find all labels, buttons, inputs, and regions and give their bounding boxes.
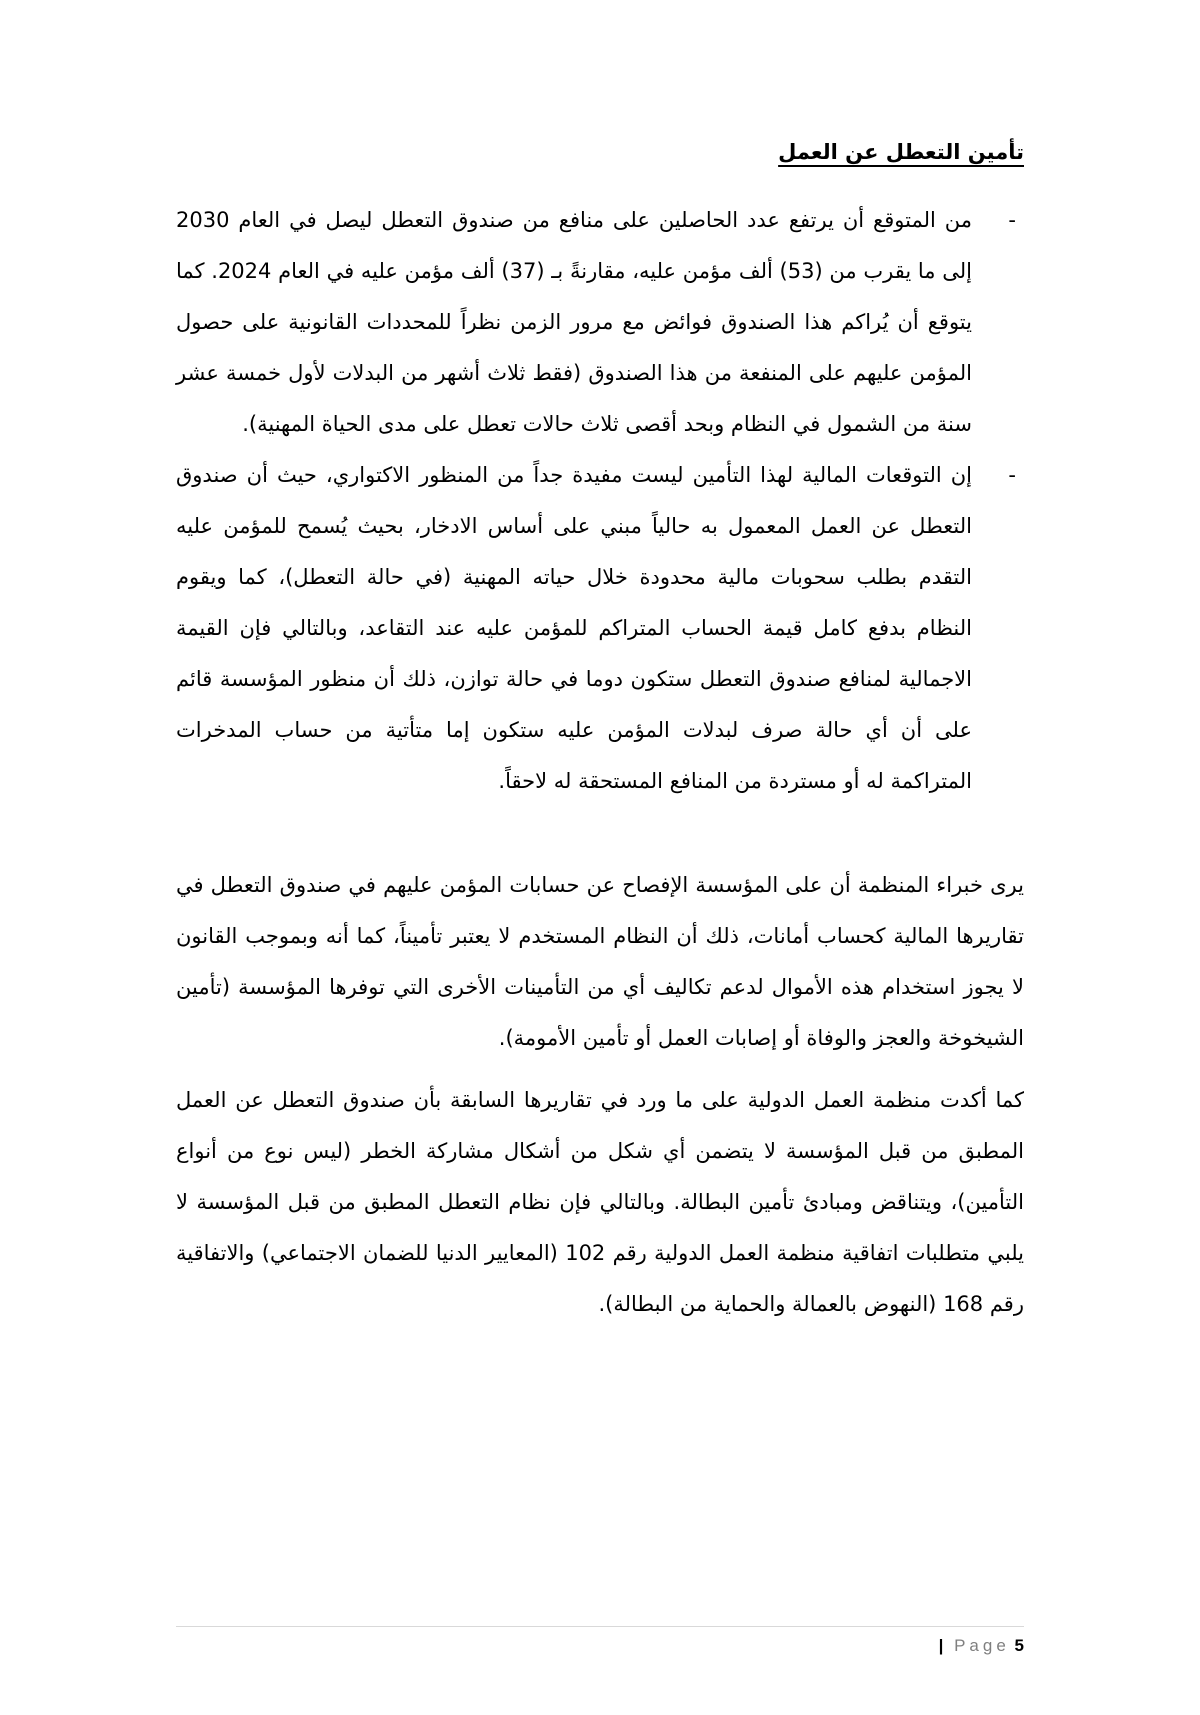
bullet-list: [176, 195, 1024, 807]
list-item: [176, 450, 1024, 807]
footer-separator: |: [938, 1636, 944, 1655]
bullet-marker: -: [1008, 463, 1016, 487]
body-paragraph: كما أكدت منظمة العمل الدولية على ما ورد في تقاريرها السابقة بأن صندوق التعطل عن العمل المطبق من قبل المؤسسة لا يتضمن أي شكل من أشكال مشاركة الخطر (ليس نوع من أنواع التأمين)، ويتناقض ومبادئ تأمين البطالة. وبالتالي فإن نظام التعطل المطبق من قبل المؤسسة لا يلبي متطلبات اتفاقية منظمة العمل الدولية رقم 102 (المعايير الدنيا للضمان الاجتماعي) والاتفاقية رقم 168 (النهوض بالعمالة والحماية من البطالة).: [176, 1088, 1024, 1316]
page-label: Page: [954, 1636, 1010, 1655]
section-title: تأمين التعطل عن العمل: [778, 140, 1024, 164]
bullet-marker: -: [1008, 208, 1016, 232]
list-item: [176, 195, 1024, 450]
bullet-text: إن التوقعات المالية لهذا التأمين ليست مفيدة جداً من المنظور الاكتواري، حيث أن صندوق التعطل عن العمل المعمول به حالياً مبني على أساس الادخار، بحيث يُسمح للمؤمن عليه التقدم بطلب سحوبات مالية محدودة خلال حياته المهنية (في حالة التعطل)، كما ويقوم النظام بدفع كامل قيمة الحساب المتراكم للمؤمن عليه عند التقاعد، وبالتالي فإن القيمة الاجمالية لمنافع صندوق التعطل ستكون دوما في حالة توازن، ذلك أن منظور المؤسسة قائم على أن أي حالة صرف لبدلات المؤمن عليه ستكون إما متأتية من حساب المدخرات المتراكمة له أو مستردة من المنافع المستحقة له لاحقاً.: [176, 463, 972, 793]
footer-divider: [176, 1626, 1024, 1627]
body-paragraph: يرى خبراء المنظمة أن على المؤسسة الإفصاح عن حسابات المؤمن عليهم في صندوق التعطل في تقاريرها المالية كحساب أمانات، ذلك أن النظام المستخدم لا يعتبر تأميناً، كما أنه وبموجب القانون لا يجوز استخدام هذه الأموال لدعم تكاليف أي من التأمينات الأخرى التي توفرها المؤسسة (تأمين الشيخوخة والعجز والوفاة أو إصابات العمل أو تأمين الأمومة).: [176, 873, 1024, 1050]
page-footer: [939, 1636, 1024, 1656]
page-number: 5: [1014, 1636, 1024, 1655]
bullet-text: من المتوقع أن يرتفع عدد الحاصلين على منافع من صندوق التعطل ليصل في العام 2030 إلى ما يقرب من (53) ألف مؤمن عليه، مقارنةً بـ (37) ألف مؤمن عليه في العام 2024. كما يتوقع أن يُراكم هذا الصندوق فوائض مع مرور الزمن نظراً للمحددات القانونية على حصول المؤمن عليهم على المنفعة من هذا الصندوق (فقط ثلاث أشهر من البدلات لأول خمسة عشر سنة من الشمول في النظام وبحد أقصى ثلاث حالات تعطل على مدى الحياة المهنية).: [176, 208, 972, 436]
